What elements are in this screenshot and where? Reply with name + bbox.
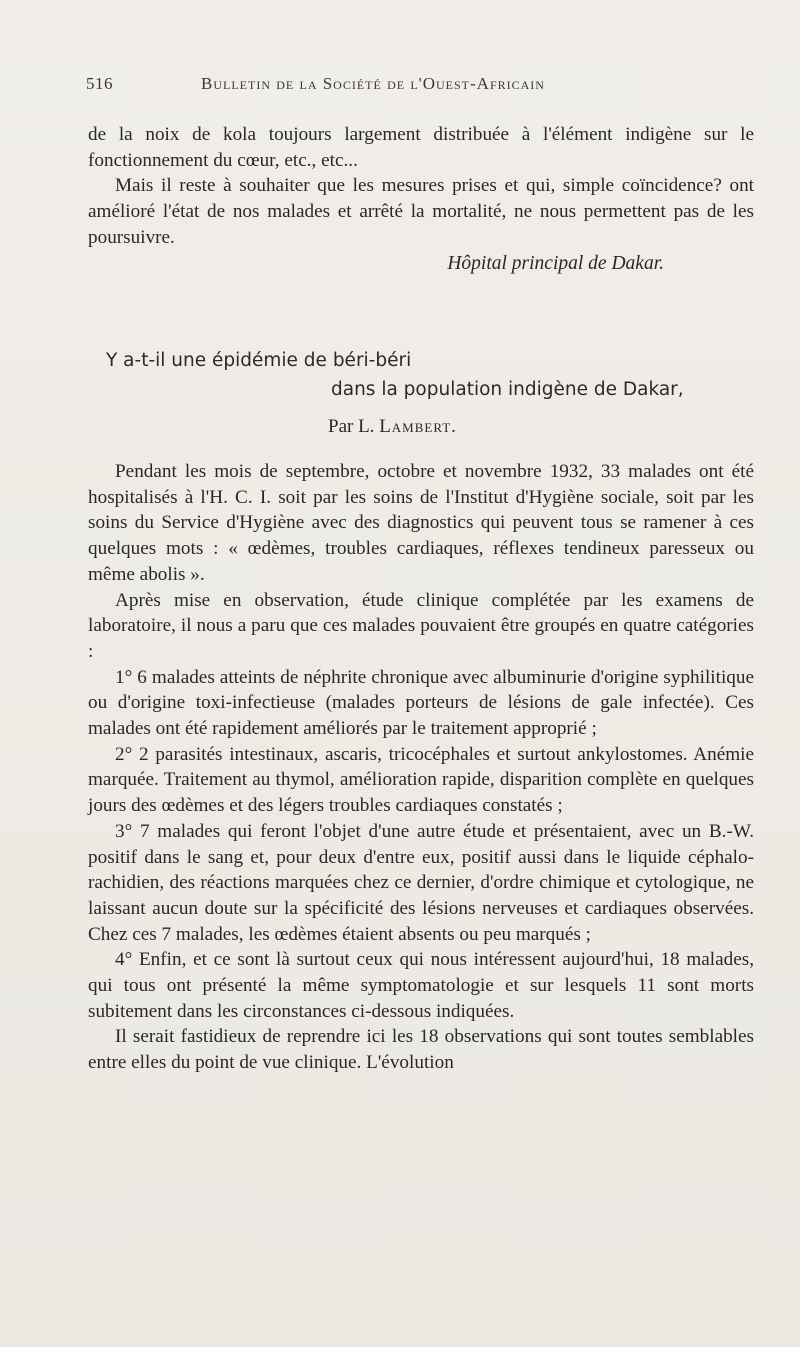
list-item: 3° 7 malades qui feront l'objet d'une autre étude et présentaient, avec un B.-W. positif dans le sang et, pour deux d'entre eux, positif aussi dans le liquide céphalo-rachidien, des réactions marquées chez ce dernier, d'ordre chimique et cytologique, ne laissant aucun doute sur la spécificité des lésions nerveuses et cardiaques observées. Chez ces 7 malades, les œdèmes étaient absents ou peu marqués ; <box>88 820 754 945</box>
paragraph: de la noix de kola toujours largement distribuée à l'élément indigène sur le fonctionnement du cœur, etc., etc... <box>88 124 754 171</box>
article-author <box>328 416 457 438</box>
article-title-line2: dans la population indigène de Dakar, <box>331 379 684 400</box>
article-body <box>88 459 754 1076</box>
signature: Hôpital principal de Dakar. <box>447 253 664 274</box>
list-item: 4° Enfin, et ce sont là surtout ceux qui nous intéressent aujourd'hui, 18 malades, qui tous ont présenté la même symptomatologie et sur lesquels 11 sont morts subitement dans les circonstances ci-dessous indiquées. <box>88 949 754 1022</box>
paragraph: Après mise en observation, étude clinique complétée par les examens de laboratoire, il nous a paru que ces malades pouvaient être groupés en quatre catégories : <box>88 589 754 662</box>
paragraph: Mais il reste à souhaiter que les mesures prises et qui, simple coïncidence? ont amélioré l'état de nos malades et arrêté la mortalité, ne nous permettent pas de les poursuivre. <box>88 175 754 248</box>
page-number: 516 <box>86 74 113 93</box>
list-item: 1° 6 malades atteints de néphrite chronique avec albuminurie d'origine syphilitique ou d'origine toxi-infectieuse (malades porteurs de lésions de gale infectée). Ces malades ont été rapidement améliorés par le traitement approprié ; <box>88 666 754 740</box>
author-name: Lambert. <box>379 416 457 437</box>
author-prefix: Par L. <box>328 416 375 437</box>
top-section <box>88 122 754 251</box>
paragraph: Pendant les mois de septembre, octobre et novembre 1932, 33 malades ont été hospitalisés à l'H. C. I. soit par les soins de l'Institut d'Hygiène sociale, soit par les soins du Service d'Hygiène avec des diagnostics qui peuvent tous se ramener à ces quelques mots : « œdèmes, troubles cardiaques, réflexes tendineux paresseux ou même abolis ». <box>88 461 754 585</box>
article-title-line1: Y a-t-il une épidémie de béri-béri <box>106 350 412 371</box>
running-title: Bulletin de la Société de l'Ouest-Africain <box>201 74 545 93</box>
running-header <box>86 74 726 94</box>
list-item: 2° 2 parasités intestinaux, ascaris, tricocéphales et surtout ankylostomes. Anémie marquée. Traitement au thymol, amélioration rapide, disparition complète en quelques jours des œdèmes et des légers troubles cardiaques constatés ; <box>88 743 754 817</box>
paragraph: Il serait fastidieux de reprendre ici les 18 observations qui sont toutes semblables entre elles du point de vue clinique. L'évolution <box>88 1026 754 1074</box>
